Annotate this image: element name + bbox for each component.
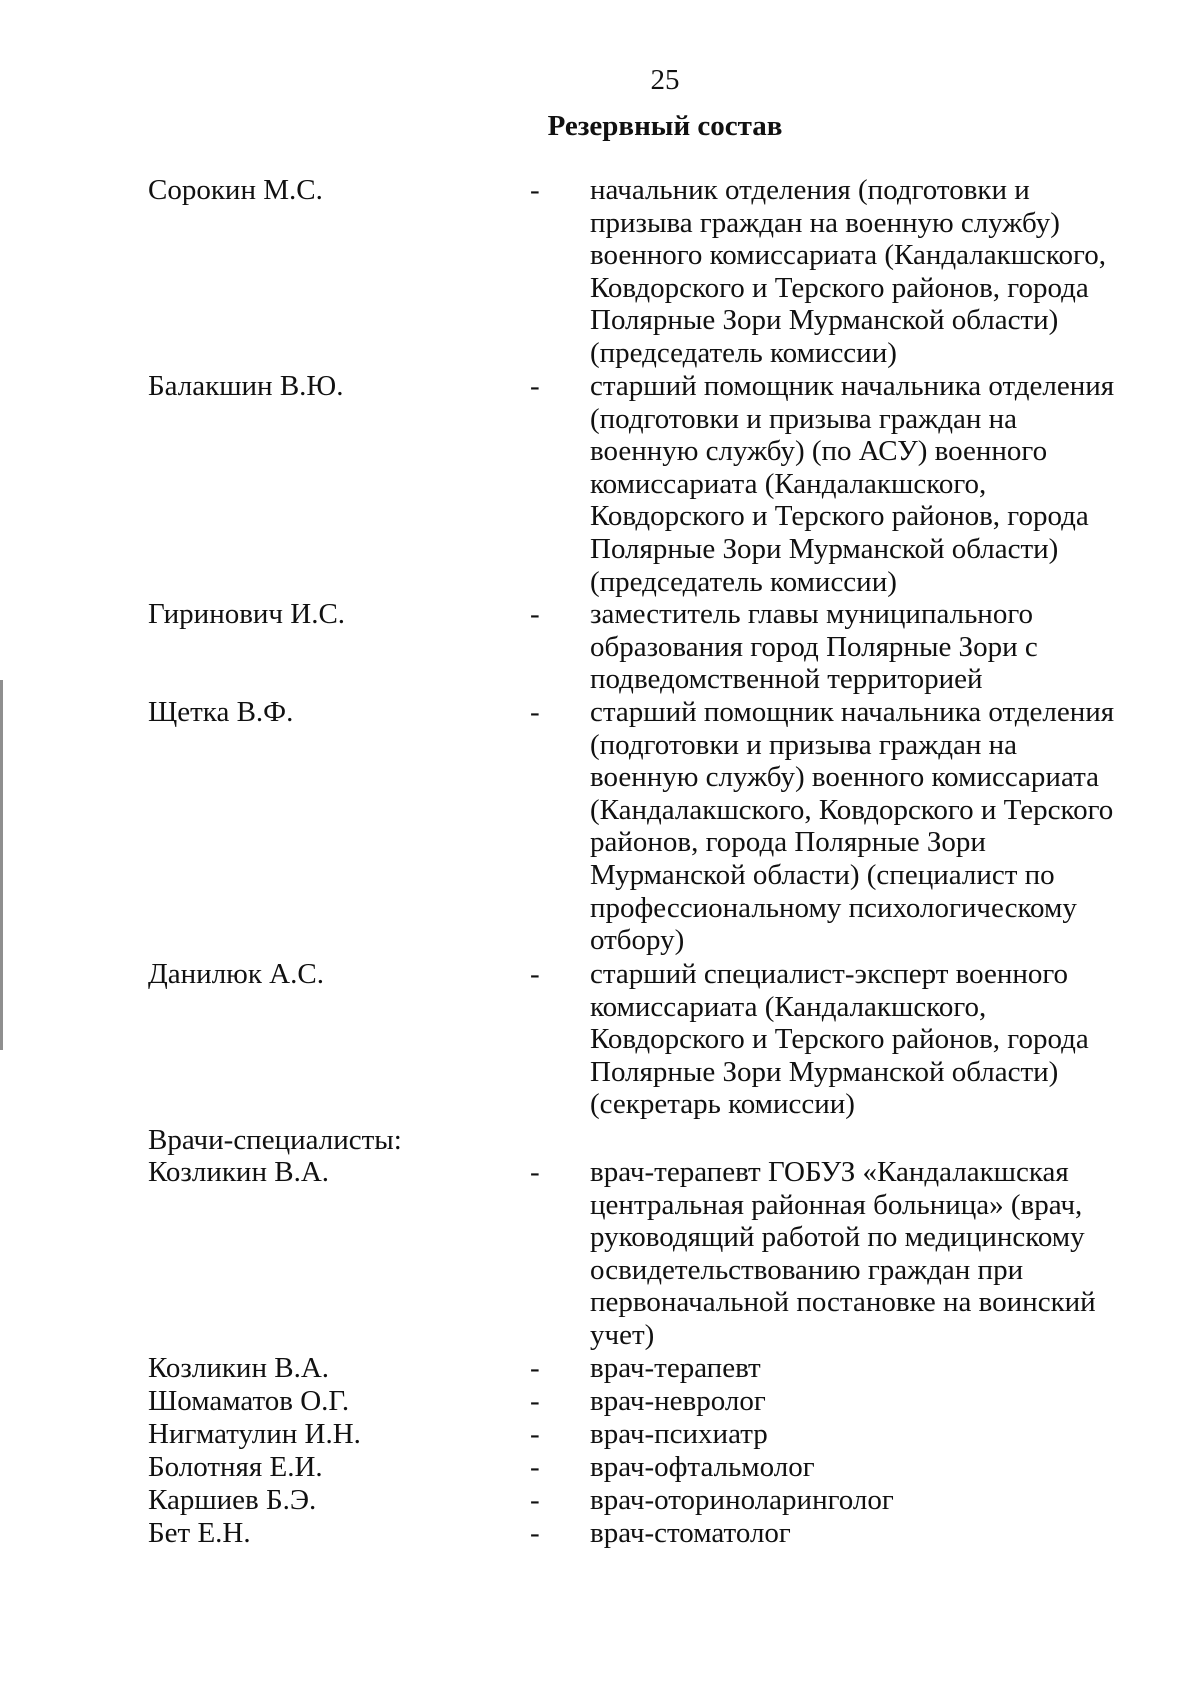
doctor-position (590, 1517, 1150, 1550)
position-line: отбору) (590, 924, 685, 957)
position-line: учет) (590, 1318, 655, 1351)
position-line: (председатель комиссии) (590, 336, 897, 369)
doctor-position (590, 1484, 1150, 1517)
doctor-name: Шомаматов О.Г. (148, 1385, 350, 1417)
separator-dash: - (530, 1484, 540, 1516)
position-line: подведомственной территорией (590, 663, 983, 696)
position-line: образования город Полярные Зори с (590, 630, 1038, 663)
position-line: районов, города Полярные Зори (590, 826, 986, 859)
doctor-position (590, 1156, 1150, 1352)
doctor-position (590, 1451, 1150, 1484)
position-line: призыва граждан на военную службу) (590, 206, 1060, 239)
position-line: (подготовки и призыва граждан на (590, 402, 1017, 435)
doctor-name: Козликин В.А. (148, 1352, 330, 1384)
member-name: Сорокин М.С. (148, 174, 323, 206)
member-position (590, 370, 1150, 598)
position-line: Мурманской области) (специалист по (590, 858, 1055, 891)
position-line: освидетельствованию граждан при (590, 1253, 1024, 1286)
position-line: врач-терапевт ГОБУЗ «Кандалакшская (590, 1156, 1069, 1188)
position-line: Полярные Зори Мурманской области) (590, 304, 1059, 337)
separator-dash: - (530, 1418, 540, 1450)
doctor-name: Козликин В.А. (148, 1156, 330, 1188)
member-position (590, 958, 1150, 1121)
doctors-heading: Врачи-специалисты: (148, 1124, 402, 1156)
member-position (590, 696, 1150, 957)
position-line: первоначальной постановке на воинский (590, 1286, 1096, 1319)
page-title: Резервный состав (547, 110, 783, 142)
position-line: врач-стоматолог (590, 1517, 791, 1549)
position-line: старший помощник начальника отделения (590, 696, 1115, 728)
page-number: 25 (650, 64, 680, 96)
position-line: Полярные Зори Мурманской области) (590, 532, 1059, 565)
separator-dash: - (530, 598, 540, 630)
position-line: старший помощник начальника отделения (590, 370, 1115, 402)
position-line: (секретарь комиссии) (590, 1088, 855, 1121)
doctor-name: Каршиев Б.Э. (148, 1484, 317, 1516)
separator-dash: - (530, 696, 540, 728)
member-name: Щетка В.Ф. (148, 696, 294, 728)
separator-dash: - (530, 370, 540, 402)
position-line: Полярные Зори Мурманской области) (590, 1055, 1059, 1088)
doctor-position (590, 1385, 1150, 1418)
position-line: врач-психиатр (590, 1418, 768, 1450)
position-line: Ковдорского и Терского районов, города (590, 1023, 1089, 1056)
position-line: начальник отделения (подготовки и (590, 174, 1030, 206)
separator-dash: - (530, 174, 540, 206)
position-line: комиссариата (Кандалакшского, (590, 467, 987, 500)
doctor-position (590, 1352, 1150, 1385)
position-line: военного комиссариата (Кандалакшского, (590, 239, 1106, 272)
position-line: (Кандалакшского, Ковдорского и Терского (590, 793, 1114, 826)
position-line: комиссариата (Кандалакшского, (590, 990, 987, 1023)
separator-dash: - (530, 1352, 540, 1384)
position-line: (подготовки и призыва граждан на (590, 728, 1017, 761)
member-name: Гиринович И.С. (148, 598, 346, 630)
position-line: центральная районная больница» (врач, (590, 1188, 1083, 1221)
position-line: Ковдорского и Терского районов, города (590, 500, 1089, 533)
position-line: Ковдорского и Терского районов, города (590, 271, 1089, 304)
separator-dash: - (530, 1451, 540, 1483)
position-line: военную службу) (по АСУ) военного (590, 435, 1048, 468)
doctor-name: Болотняя Е.И. (148, 1451, 323, 1483)
member-name: Данилюк А.С. (148, 958, 324, 990)
position-line: военную службу) военного комиссариата (590, 761, 1099, 794)
doctor-name: Бет Е.Н. (148, 1517, 251, 1549)
position-line: врач-терапевт (590, 1352, 761, 1384)
separator-dash: - (530, 958, 540, 990)
doctor-name: Нигматулин И.Н. (148, 1418, 361, 1450)
position-line: (председатель комиссии) (590, 565, 897, 598)
position-line: профессиональному психологическому (590, 891, 1077, 924)
position-line: заместитель главы муниципального (590, 598, 1033, 630)
scan-edge-mark (0, 680, 3, 1050)
separator-dash: - (530, 1156, 540, 1188)
position-line: врач-невролог (590, 1385, 766, 1417)
member-position (590, 598, 1150, 696)
separator-dash: - (530, 1385, 540, 1417)
position-line: старший специалист-эксперт военного (590, 958, 1069, 990)
doctor-position (590, 1418, 1150, 1451)
member-position (590, 174, 1150, 370)
position-line: врач-оториноларинголог (590, 1484, 894, 1516)
separator-dash: - (530, 1517, 540, 1549)
position-line: руководящий работой по медицинскому (590, 1221, 1085, 1254)
member-name: Балакшин В.Ю. (148, 370, 344, 402)
position-line: врач-офтальмолог (590, 1451, 815, 1483)
